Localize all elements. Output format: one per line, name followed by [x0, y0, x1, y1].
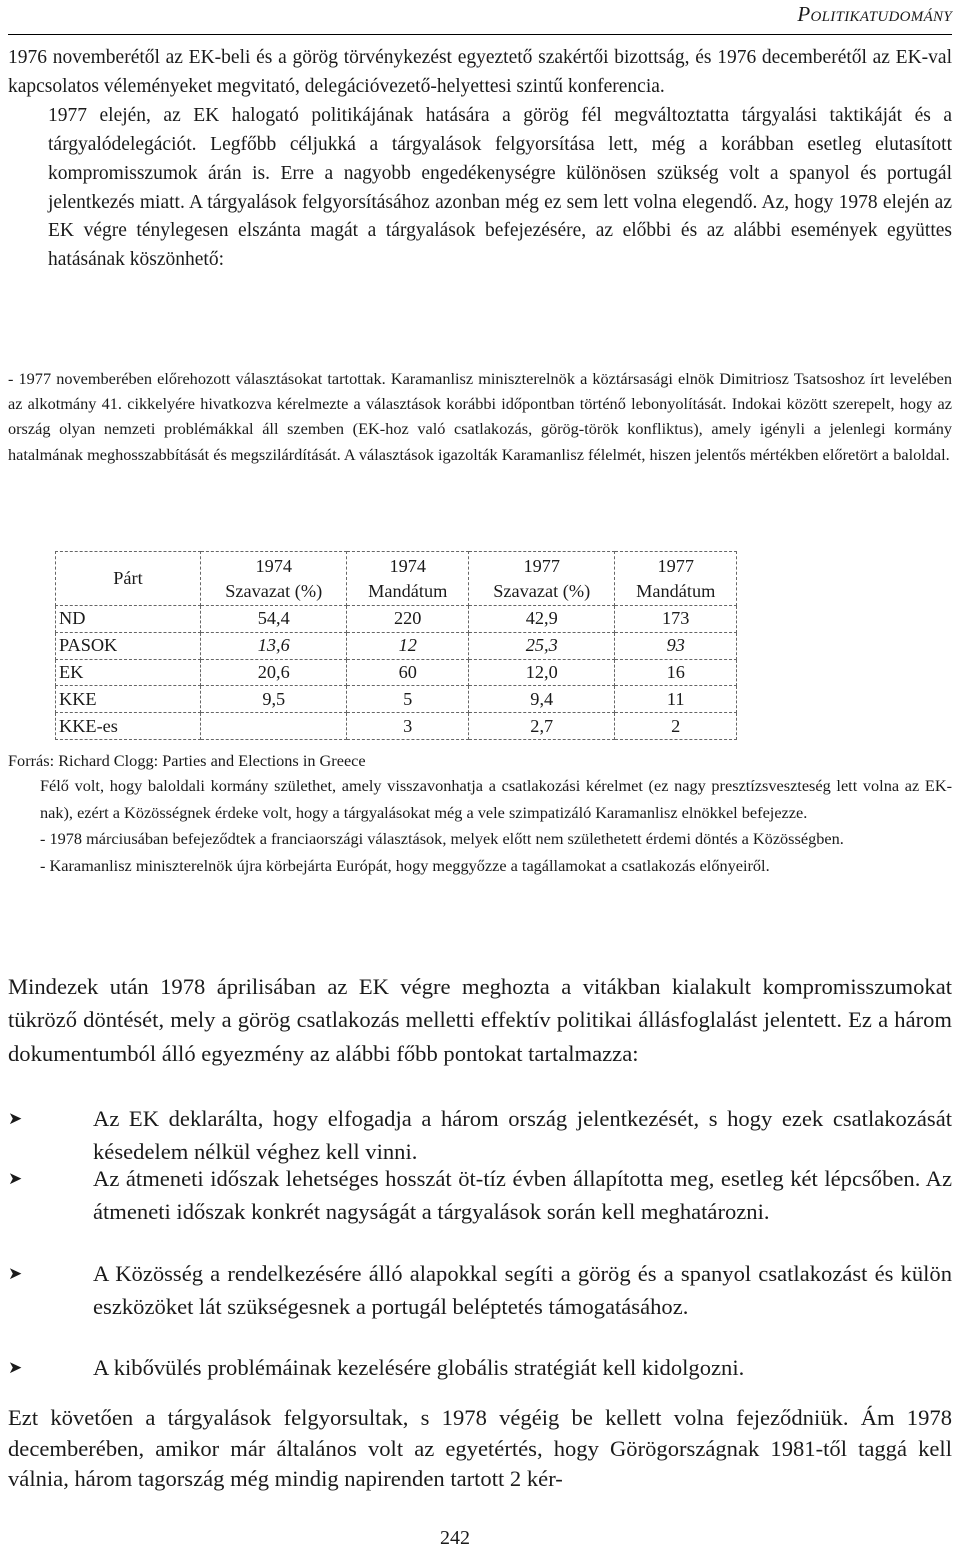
value-cell: 16 — [615, 659, 737, 686]
party-cell: PASOK — [56, 632, 201, 659]
header-party: Párt — [56, 552, 201, 606]
after-paragraph-3: - Karamanlisz miniszterelnök újra körbejárta Európát, hogy meggyőzze a tagállamokat a csatlakozás előnyeiről. — [40, 855, 770, 875]
value-cell: 9,5 — [201, 686, 347, 713]
party-cell: EK — [56, 659, 201, 686]
bullet-text: A Közösség a rendelkezésére álló alapokkal segíti a görög és a spanyol csatlakozást és külön eszközöket lát szükségesnek a portugál beléptetés támogatásához. — [93, 1261, 952, 1320]
main-paragraph-1: Mindezek után 1978 áprilisában az EK végre meghozta a vitákban kialakult kompromisszumokat tükröző döntését, mely a görög csatlakozás melletti effektív politikai állásfoglalást jelentett. Ez a három dokumentumból álló egyezmény az alábbi főbb pontokat tartalmazza: — [8, 974, 952, 1066]
value-cell: 11 — [615, 686, 737, 713]
value-cell: 2 — [615, 713, 737, 740]
intro-text — [8, 44, 952, 275]
arrow-bullet-icon: ➤ — [8, 1264, 23, 1283]
table-row — [56, 632, 737, 659]
value-cell: 20,6 — [201, 659, 347, 686]
value-cell: 9,4 — [468, 686, 614, 713]
party-cell: KKE-es — [56, 713, 201, 740]
events-text — [8, 366, 952, 467]
value-cell — [201, 713, 347, 740]
bullet-item — [8, 1162, 952, 1229]
value-cell: 5 — [347, 686, 469, 713]
value-cell: 2,7 — [468, 713, 614, 740]
event-paragraph-1: - 1977 novemberében előrehozott választásokat tartottak. Karamanlisz miniszterelnök a köztársasági elnök Dimitriosz Tsatsoshoz írt levelében az alkotmány 41. cikkelyére hivatkozva kérelmezte a választások korábbi időpontban történő lebonyolítását. Indokai között szerepelt, hogy az ország olyan nemzeti problémákkal áll szemben (EK-hoz való csatlakozás, görög-török konfliktus), amely igényli a jelenlegi kormány hatalmának meghosszabbítását és megszilárdítását. A választások igazolták Karamanlisz félelmét, hiszen jelentős mértékben előretört a baloldal. — [8, 369, 952, 464]
arrow-bullet-icon: ➤ — [8, 1109, 23, 1128]
header-col-3: 1977 Szavazat (%) — [468, 552, 614, 606]
bullet-text: Az átmeneti időszak lehetséges hosszát öt-tíz évben állapította meg, esetleg két lépcsőben. Az átmeneti időszak konkrét nagyságát a tárgyalások során kell meghatározni. — [93, 1166, 952, 1225]
bullet-item — [8, 1102, 952, 1169]
header-col-4: 1977 Mandátum — [615, 552, 737, 606]
intro-paragraph-2: 1977 elején, az EK halogató politikájának hatására a görög fél megváltoztatta tárgyalási taktikáját és a tárgyalódelegációt. Legfőbb céljukká a tárgyalások felgyorsítása lett, még a korábban esetleg elutasított kompromisszumok árán is. Erre a nagyobb engedékenységre különösen szükség volt a spanyol és portugál jelentkezés miatt. A tárgyalások felgyorsításához azonban még ez sem lett volna elegendő. Az, hogy 1978 elején az EK végre ténylegesen elszánta magát a tárgyalások befejezésére, az előbbi és az alábbi események együttes hatásának köszönhető: — [48, 104, 952, 271]
value-cell: 25,3 — [468, 632, 614, 659]
party-cell: KKE — [56, 686, 201, 713]
value-cell: 93 — [615, 632, 737, 659]
value-cell: 60 — [347, 659, 469, 686]
arrow-bullet-icon: ➤ — [8, 1358, 23, 1377]
page-number: 242 — [440, 1527, 470, 1549]
value-cell: 12 — [347, 632, 469, 659]
journal-title: Politikatudomány — [797, 2, 952, 26]
table-row — [56, 606, 737, 633]
value-cell: 54,4 — [201, 606, 347, 633]
value-cell: 173 — [615, 606, 737, 633]
bullet-text: A kibővülés problémáinak kezelésére globális stratégiát kell kidolgozni. — [93, 1355, 745, 1380]
value-cell: 12,0 — [468, 659, 614, 686]
header-col-1: 1974 Szavazat (%) — [201, 552, 347, 606]
bullet-item — [8, 1351, 952, 1384]
intro-paragraph-1: 1976 novemberétől az EK-beli és a görög törvénykezést egyeztető szakértői bizottság, és 1976 decemberétől az EK-val kapcsolatos véleményeket megvitató, delegációvezető-helyettesi szintű konferencia. — [8, 47, 952, 97]
table-header-row — [56, 552, 737, 606]
value-cell: 220 — [347, 606, 469, 633]
party-cell: ND — [56, 606, 201, 633]
after-table-text — [8, 773, 952, 879]
table-source: Forrás: Richard Clogg: Parties and Elections in Greece — [8, 751, 366, 770]
after-paragraph-1: Félő volt, hogy baloldali kormány születhet, amely visszavonhatja a csatlakozási kérelmet (ez nagy presztízsveszteség lett volna az EK-nak), ezért a Közösségnek érdeke volt, hogy a tárgyalásokat még a vele szimpatizáló Karamanlisz elnökkel befejezze. — [40, 776, 952, 822]
value-cell: 3 — [347, 713, 469, 740]
bullet-text: Az EK deklarálta, hogy elfogadja a három ország jelentkezését, s hogy ezek csatlakozását késedelem nélkül véghez kell vinni. — [93, 1106, 952, 1165]
running-header — [8, 0, 952, 35]
table-row — [56, 659, 737, 686]
bullet-item — [8, 1257, 952, 1324]
main-paragraph-2: Ezt követően a tárgyalások felgyorsultak, s 1978 végéig be kellett volna fejeződniük. Ám 1978 decemberében, amikor már általános volt az egyetértés, hogy Görögországnak 1981-től taggá kell válnia, három tagország még mindig napirenden tartott 2 kér- — [8, 1405, 952, 1491]
value-cell: 13,6 — [201, 632, 347, 659]
after-paragraph-2: - 1978 márciusában befejeződtek a franciaországi választások, melyek előtt nem születhetett érdemi döntés a Közösségben. — [40, 829, 844, 848]
header-col-2: 1974 Mandátum — [347, 552, 469, 606]
table-row — [56, 686, 737, 713]
table-row — [56, 713, 737, 740]
value-cell: 42,9 — [468, 606, 614, 633]
arrow-bullet-icon: ➤ — [8, 1169, 23, 1188]
election-results-table — [55, 551, 737, 740]
